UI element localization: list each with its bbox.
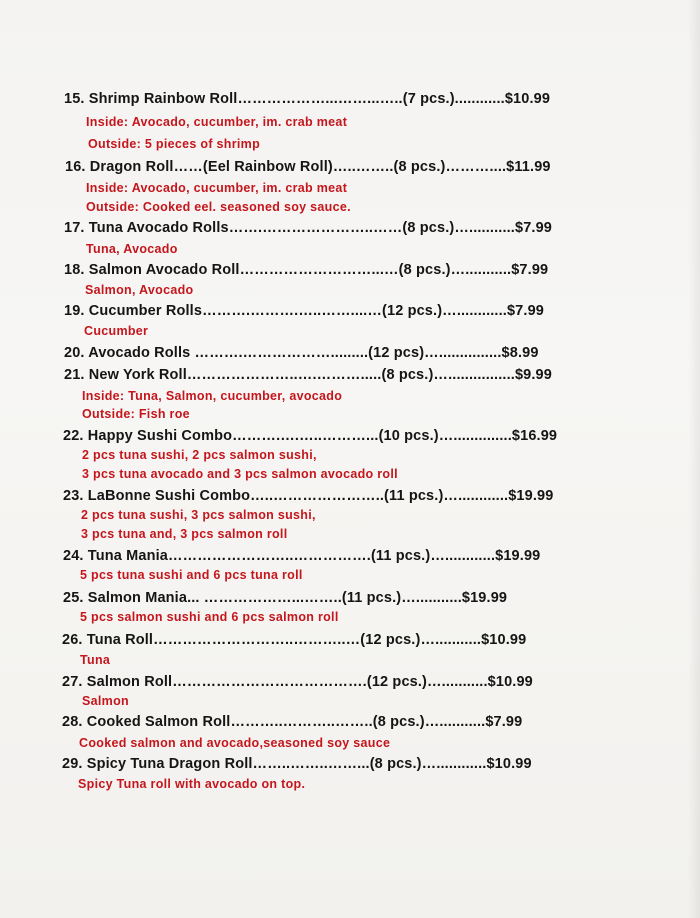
item-description: Tuna bbox=[80, 653, 111, 667]
item-title: 26. Tuna Roll………………………..………..…(12 pcs.)…...........$10.99 bbox=[62, 632, 527, 648]
item-description: Inside: Tuna, Salmon, cucumber, avocado bbox=[82, 389, 343, 403]
item-title: 21. New York Roll…………………..….……….....(8 pcs.)…................$9.99 bbox=[64, 367, 552, 383]
item-title: 16. Dragon Roll……(Eel Rainbow Roll)…..……..(8 pcs.)………....$11.99 bbox=[65, 159, 551, 175]
item-title: 25. Salmon Mania... ………………...……..(11 pcs.)…...........$19.99 bbox=[63, 590, 508, 606]
item-description: 3 pcs tuna and, 3 pcs salmon roll bbox=[81, 527, 288, 541]
item-title: 18. Salmon Avocado Roll………………………...…(8 pcs.)…...........$7.99 bbox=[64, 262, 549, 278]
item-title: 23. LaBonne Sushi Combo…..…………………..(11 pcs.)…............$19.99 bbox=[63, 488, 554, 504]
item-description: Inside: Avocado, cucumber, im. crab meat bbox=[86, 115, 348, 129]
item-title: 27. Salmon Roll………………………………….(12 pcs.)…...........$10.99 bbox=[62, 674, 533, 690]
item-title: 15. Shrimp Rainbow Roll………………...……...…..(7 pcs.)............$10.99 bbox=[64, 91, 551, 107]
item-description: Salmon bbox=[82, 694, 129, 708]
item-title: 24. Tuna Mania……………………..…………….(11 pcs.)…............$19.99 bbox=[63, 548, 541, 564]
item-description: 5 pcs tuna sushi and 6 pcs tuna roll bbox=[80, 568, 303, 582]
item-title: 17. Tuna Avocado Rolls…….…………………..……(8 pcs.)…...........$7.99 bbox=[64, 220, 553, 236]
item-title: 20. Avocado Rolls ……….……………….........(12 pcs)…...............$8.99 bbox=[64, 345, 539, 361]
item-description: Spicy Tuna roll with avocado on top. bbox=[78, 777, 306, 791]
item-description: Inside: Avocado, cucumber, im. crab meat bbox=[86, 181, 348, 195]
item-title: 28. Cooked Salmon Roll………..………..……..(8 pcs.)…...........$7.99 bbox=[62, 714, 523, 730]
item-description: 2 pcs tuna sushi, 2 pcs salmon sushi, bbox=[82, 448, 317, 462]
item-description: 2 pcs tuna sushi, 3 pcs salmon sushi, bbox=[81, 508, 316, 522]
item-description: Tuna, Avocado bbox=[86, 242, 178, 256]
item-description: 3 pcs tuna avocado and 3 pcs salmon avocado roll bbox=[82, 467, 398, 481]
item-description: Outside: Fish roe bbox=[82, 407, 190, 421]
item-description: Salmon, Avocado bbox=[85, 283, 194, 297]
item-description: 5 pcs salmon sushi and 6 pcs salmon roll bbox=[80, 610, 339, 624]
item-title: 29. Spicy Tuna Dragon Roll……..……..……...(8 pcs.)…............$10.99 bbox=[62, 756, 532, 772]
item-description: Cooked salmon and avocado,seasoned soy sauce bbox=[79, 736, 391, 750]
item-description: Outside: 5 pieces of shrimp bbox=[88, 137, 261, 151]
item-title: 19. Cucumber Rolls……….……….…..……....…(12 pcs.)…............$7.99 bbox=[64, 303, 545, 319]
item-description: Cucumber bbox=[84, 324, 149, 338]
item-title: 22. Happy Sushi Combo……….….…..………...(10 pcs.)…..............$16.99 bbox=[63, 428, 558, 444]
item-description: Outside: Cooked eel. seasoned soy sauce. bbox=[86, 200, 351, 214]
